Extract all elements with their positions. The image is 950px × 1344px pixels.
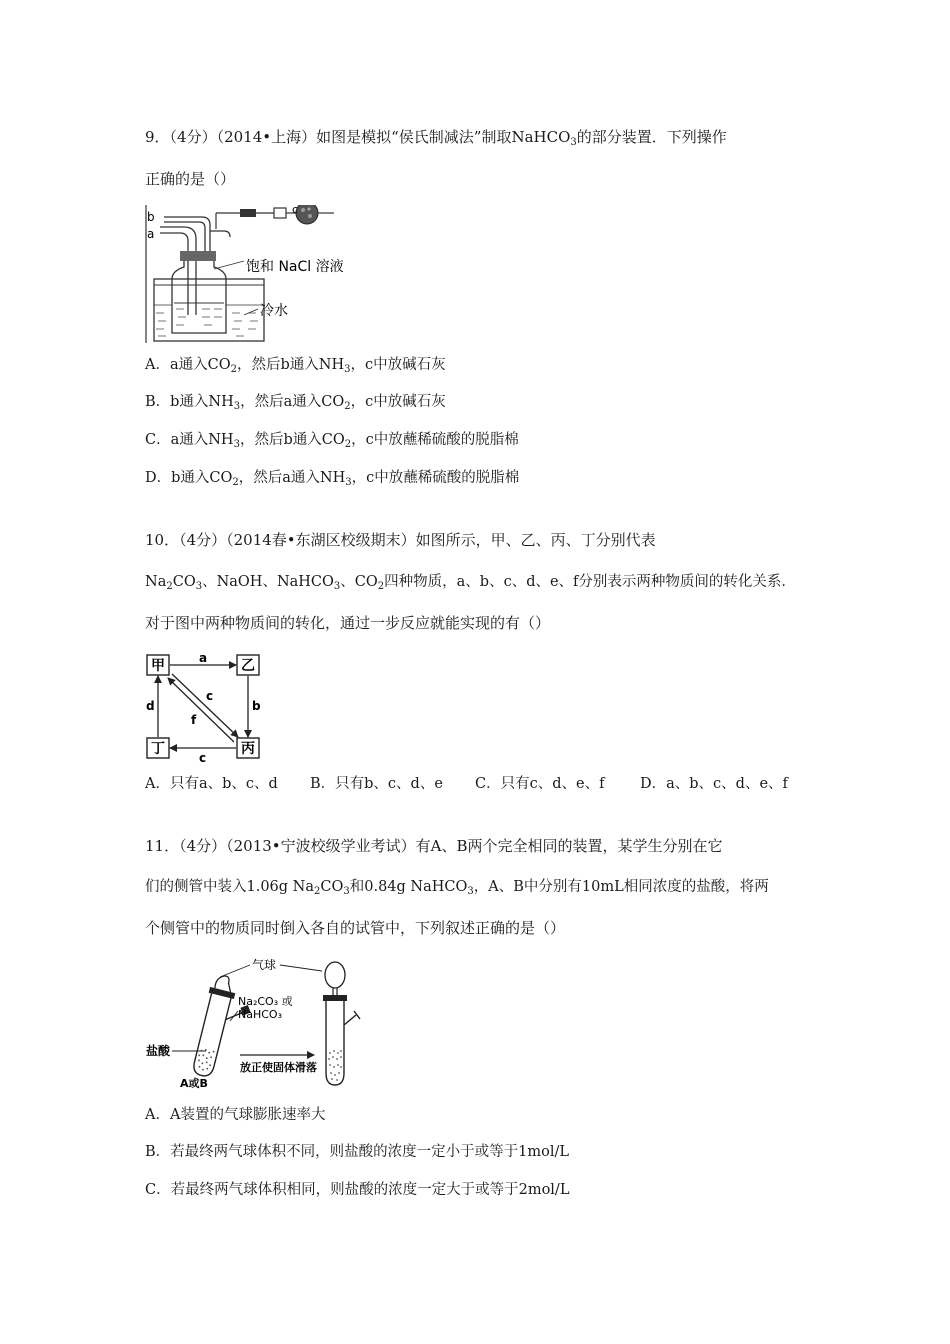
svg-text:a: a [199, 652, 208, 665]
q10-stem-line1: 10．（4分）（2014春•东湖区校级期末）如图所示，甲、乙、丙、丁分别代表 [145, 531, 656, 549]
q11-label-arrow: 放正使固体滑落 [240, 1061, 317, 1074]
q10-option-b[interactable]: B．只有b、c、d、e [310, 776, 443, 792]
q11-label-solid-1: Na₂CO₃ 或 [238, 995, 293, 1008]
svg-text:d: d [146, 699, 155, 713]
q9-option-a[interactable]: A．a通入$CO_2$，然后b通入$NH_3$，c中放碱石灰 [145, 357, 446, 375]
q11-label-acid: 盐酸 [146, 1044, 171, 1058]
q10-stem-line2: $Na_2CO_3$、NaOH、NaHCO$_3$、$CO_2$四种物质，a、b、c、d、e、f分别表示两种物质间的转化关系． [145, 574, 796, 592]
q10-option-c[interactable]: C．只有c、d、e、f [475, 776, 605, 792]
q9-option-b[interactable]: B．b通入$NH_3$，然后a通入$CO_2$，c中放碱石灰 [145, 394, 446, 412]
q11-option-a[interactable]: A．A装置的气球膨胀速率大 [145, 1107, 326, 1123]
q11-label-solid-2: NaHCO₃ [238, 1008, 282, 1021]
q11-option-c[interactable]: C．若最终两气球体积相同，则盐酸的浓度一定大于或等于2mol/L [145, 1182, 570, 1198]
svg-text:c: c [206, 689, 214, 703]
q9-option-d[interactable]: D．b通入$CO_2$，然后a通入$NH_3$，c中放蘸稀硫酸的脱脂棉 [145, 470, 520, 488]
q10-option-a[interactable]: A．只有a、b、c、d [145, 776, 278, 792]
q11-label-balloon: 气球 [252, 958, 277, 972]
q9-label-c: c [292, 205, 299, 216]
q9-label-a: a [147, 227, 155, 241]
q10-conversion-diagram [144, 652, 274, 764]
q11-option-b[interactable]: B．若最终两气球体积不同，则盐酸的浓度一定小于或等于1mol/L [145, 1144, 570, 1160]
q9-stem-line2: 正确的是（） [145, 170, 236, 188]
q11-label-ab: A或B [180, 1077, 208, 1090]
q10-stem-line3: 对于图中两种物质间的转化，通过一步反应就能实现的有（） [145, 614, 551, 632]
svg-text:甲: 甲 [151, 658, 165, 674]
q11-test-tube-figure [144, 955, 374, 1095]
q9-label-water: 冷水 [260, 303, 288, 319]
svg-text:丁: 丁 [151, 741, 165, 757]
svg-text:丙: 丙 [241, 741, 255, 757]
q11-stem-line3: 个侧管中的物质同时倒入各自的试管中，下列叙述正确的是（） [145, 919, 566, 937]
q10-option-d[interactable]: D．a、b、c、d、e、f [640, 776, 788, 792]
q9-stem-line1: 9．（4分）（2014•上海）如图是模拟“侯氏制减法”制取NaHCO$_3$的部分装置．下列操作 [145, 128, 727, 148]
svg-text:b: b [252, 699, 261, 713]
svg-text:乙: 乙 [241, 658, 255, 674]
q9-label-b: b [147, 210, 155, 224]
svg-text:c: c [199, 751, 207, 764]
q9-apparatus-figure [144, 205, 344, 345]
q9-label-nacl: 饱和 NaCl 溶液 [246, 259, 344, 275]
q11-stem-line1: 11．（4分）（2013•宁波校级学业考试）有A、B两个完全相同的装置，某学生分别在它 [145, 837, 723, 855]
q11-stem-line2: 们的侧管中装入1.06g $Na_2CO_3$和0.84g NaHCO$_3$，A、B中分别有10mL相同浓度的盐酸，将两 [145, 879, 769, 897]
q9-option-c[interactable]: C．a通入$NH_3$，然后b通入$CO_2$，c中放蘸稀硫酸的脱脂棉 [145, 432, 519, 450]
svg-text:f: f [191, 713, 197, 727]
